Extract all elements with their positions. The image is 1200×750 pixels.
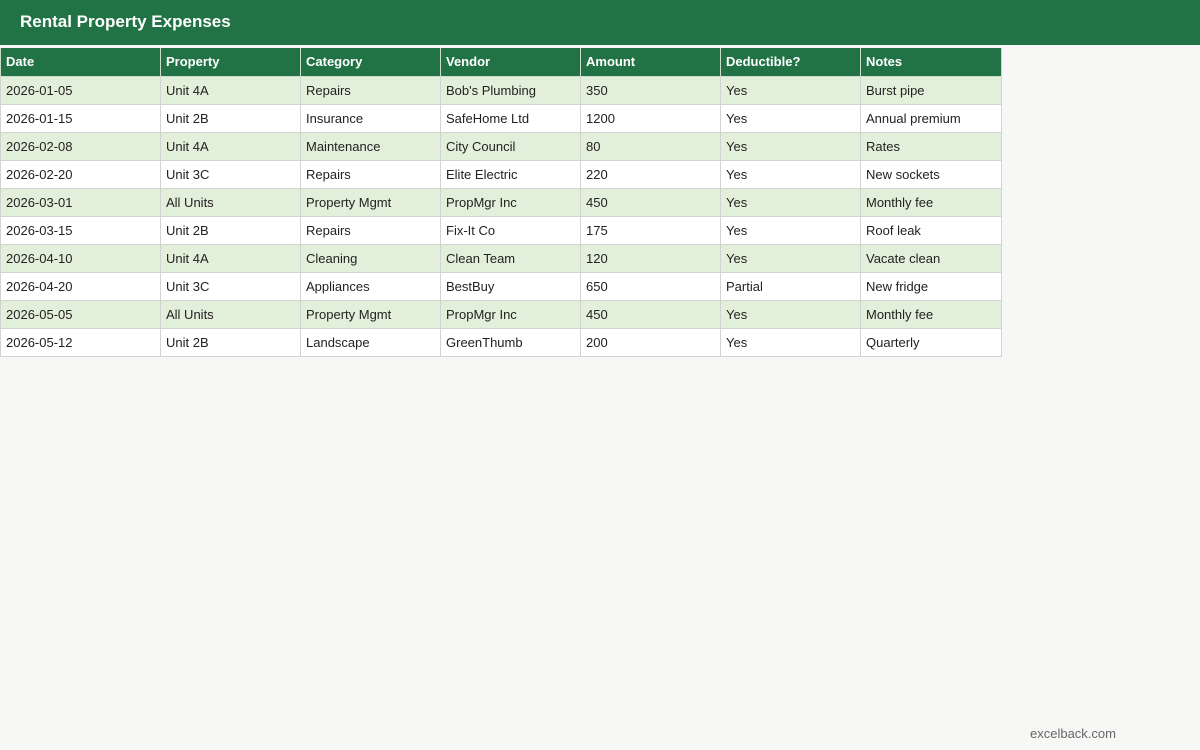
cell-notes[interactable]: Roof leak — [861, 216, 1002, 244]
cell-vendor[interactable]: Bob's Plumbing — [441, 76, 581, 104]
cell-category[interactable]: Maintenance — [301, 132, 441, 160]
sheet-title: Rental Property Expenses — [20, 12, 231, 31]
cell-date[interactable]: 2026-01-15 — [1, 104, 161, 132]
cell-amount[interactable]: 650 — [581, 272, 721, 300]
column-header-vendor[interactable]: Vendor — [441, 48, 581, 76]
cell-category[interactable]: Landscape — [301, 328, 441, 356]
cell-vendor[interactable]: Clean Team — [441, 244, 581, 272]
cell-vendor[interactable]: Fix-It Co — [441, 216, 581, 244]
cell-notes[interactable]: Rates — [861, 132, 1002, 160]
cell-date[interactable]: 2026-01-05 — [1, 76, 161, 104]
cell-category[interactable]: Property Mgmt — [301, 188, 441, 216]
cell-notes[interactable]: Monthly fee — [861, 300, 1002, 328]
cell-amount[interactable]: 80 — [581, 132, 721, 160]
cell-deductible[interactable]: Yes — [721, 216, 861, 244]
cell-amount[interactable]: 450 — [581, 188, 721, 216]
table-body — [1, 76, 1002, 356]
cell-vendor[interactable]: PropMgr Inc — [441, 188, 581, 216]
cell-deductible[interactable]: Yes — [721, 244, 861, 272]
cell-notes[interactable]: Quarterly — [861, 328, 1002, 356]
cell-amount[interactable]: 120 — [581, 244, 721, 272]
cell-vendor[interactable]: Elite Electric — [441, 160, 581, 188]
cell-date[interactable]: 2026-05-12 — [1, 328, 161, 356]
cell-category[interactable]: Repairs — [301, 160, 441, 188]
column-header-category[interactable]: Category — [301, 48, 441, 76]
table-row — [1, 328, 1002, 356]
column-header-notes[interactable]: Notes — [861, 48, 1002, 76]
column-header-date[interactable]: Date — [1, 48, 161, 76]
cell-property[interactable]: Unit 4A — [161, 244, 301, 272]
table-row — [1, 132, 1002, 160]
cell-property[interactable]: All Units — [161, 300, 301, 328]
cell-deductible[interactable]: Yes — [721, 300, 861, 328]
cell-vendor[interactable]: GreenThumb — [441, 328, 581, 356]
cell-deductible[interactable]: Yes — [721, 104, 861, 132]
cell-notes[interactable]: Monthly fee — [861, 188, 1002, 216]
cell-property[interactable]: Unit 4A — [161, 132, 301, 160]
cell-property[interactable]: Unit 3C — [161, 272, 301, 300]
cell-date[interactable]: 2026-02-20 — [1, 160, 161, 188]
column-header-deductible[interactable]: Deductible? — [721, 48, 861, 76]
cell-vendor[interactable]: City Council — [441, 132, 581, 160]
cell-category[interactable]: Property Mgmt — [301, 300, 441, 328]
cell-deductible[interactable]: Yes — [721, 132, 861, 160]
table-row — [1, 188, 1002, 216]
table-row — [1, 160, 1002, 188]
cell-category[interactable]: Repairs — [301, 76, 441, 104]
cell-deductible[interactable]: Yes — [721, 188, 861, 216]
cell-vendor[interactable]: PropMgr Inc — [441, 300, 581, 328]
cell-amount[interactable]: 450 — [581, 300, 721, 328]
expenses-table — [0, 48, 1002, 357]
cell-date[interactable]: 2026-03-15 — [1, 216, 161, 244]
cell-notes[interactable]: New sockets — [861, 160, 1002, 188]
cell-date[interactable]: 2026-05-05 — [1, 300, 161, 328]
cell-property[interactable]: Unit 4A — [161, 76, 301, 104]
cell-category[interactable]: Appliances — [301, 272, 441, 300]
table-row — [1, 104, 1002, 132]
cell-deductible[interactable]: Yes — [721, 160, 861, 188]
cell-property[interactable]: Unit 2B — [161, 216, 301, 244]
table-row — [1, 244, 1002, 272]
cell-amount[interactable]: 175 — [581, 216, 721, 244]
cell-vendor[interactable]: SafeHome Ltd — [441, 104, 581, 132]
cell-property[interactable]: Unit 2B — [161, 328, 301, 356]
cell-date[interactable]: 2026-04-10 — [1, 244, 161, 272]
title-bar — [0, 0, 1200, 45]
column-header-amount[interactable]: Amount — [581, 48, 721, 76]
table-row — [1, 300, 1002, 328]
header-row — [1, 48, 1002, 76]
cell-property[interactable]: All Units — [161, 188, 301, 216]
cell-amount[interactable]: 350 — [581, 76, 721, 104]
cell-deductible[interactable]: Partial — [721, 272, 861, 300]
cell-notes[interactable]: New fridge — [861, 272, 1002, 300]
table-row — [1, 76, 1002, 104]
cell-category[interactable]: Repairs — [301, 216, 441, 244]
watermark: excelback.com — [1030, 726, 1116, 741]
table-row — [1, 216, 1002, 244]
cell-date[interactable]: 2026-04-20 — [1, 272, 161, 300]
cell-date[interactable]: 2026-03-01 — [1, 188, 161, 216]
cell-notes[interactable]: Burst pipe — [861, 76, 1002, 104]
cell-deductible[interactable]: Yes — [721, 76, 861, 104]
cell-notes[interactable]: Annual premium — [861, 104, 1002, 132]
cell-notes[interactable]: Vacate clean — [861, 244, 1002, 272]
cell-category[interactable]: Cleaning — [301, 244, 441, 272]
cell-category[interactable]: Insurance — [301, 104, 441, 132]
cell-property[interactable]: Unit 3C — [161, 160, 301, 188]
cell-property[interactable]: Unit 2B — [161, 104, 301, 132]
table-row — [1, 272, 1002, 300]
column-header-property[interactable]: Property — [161, 48, 301, 76]
cell-deductible[interactable]: Yes — [721, 328, 861, 356]
cell-date[interactable]: 2026-02-08 — [1, 132, 161, 160]
cell-amount[interactable]: 220 — [581, 160, 721, 188]
cell-vendor[interactable]: BestBuy — [441, 272, 581, 300]
cell-amount[interactable]: 1200 — [581, 104, 721, 132]
cell-amount[interactable]: 200 — [581, 328, 721, 356]
